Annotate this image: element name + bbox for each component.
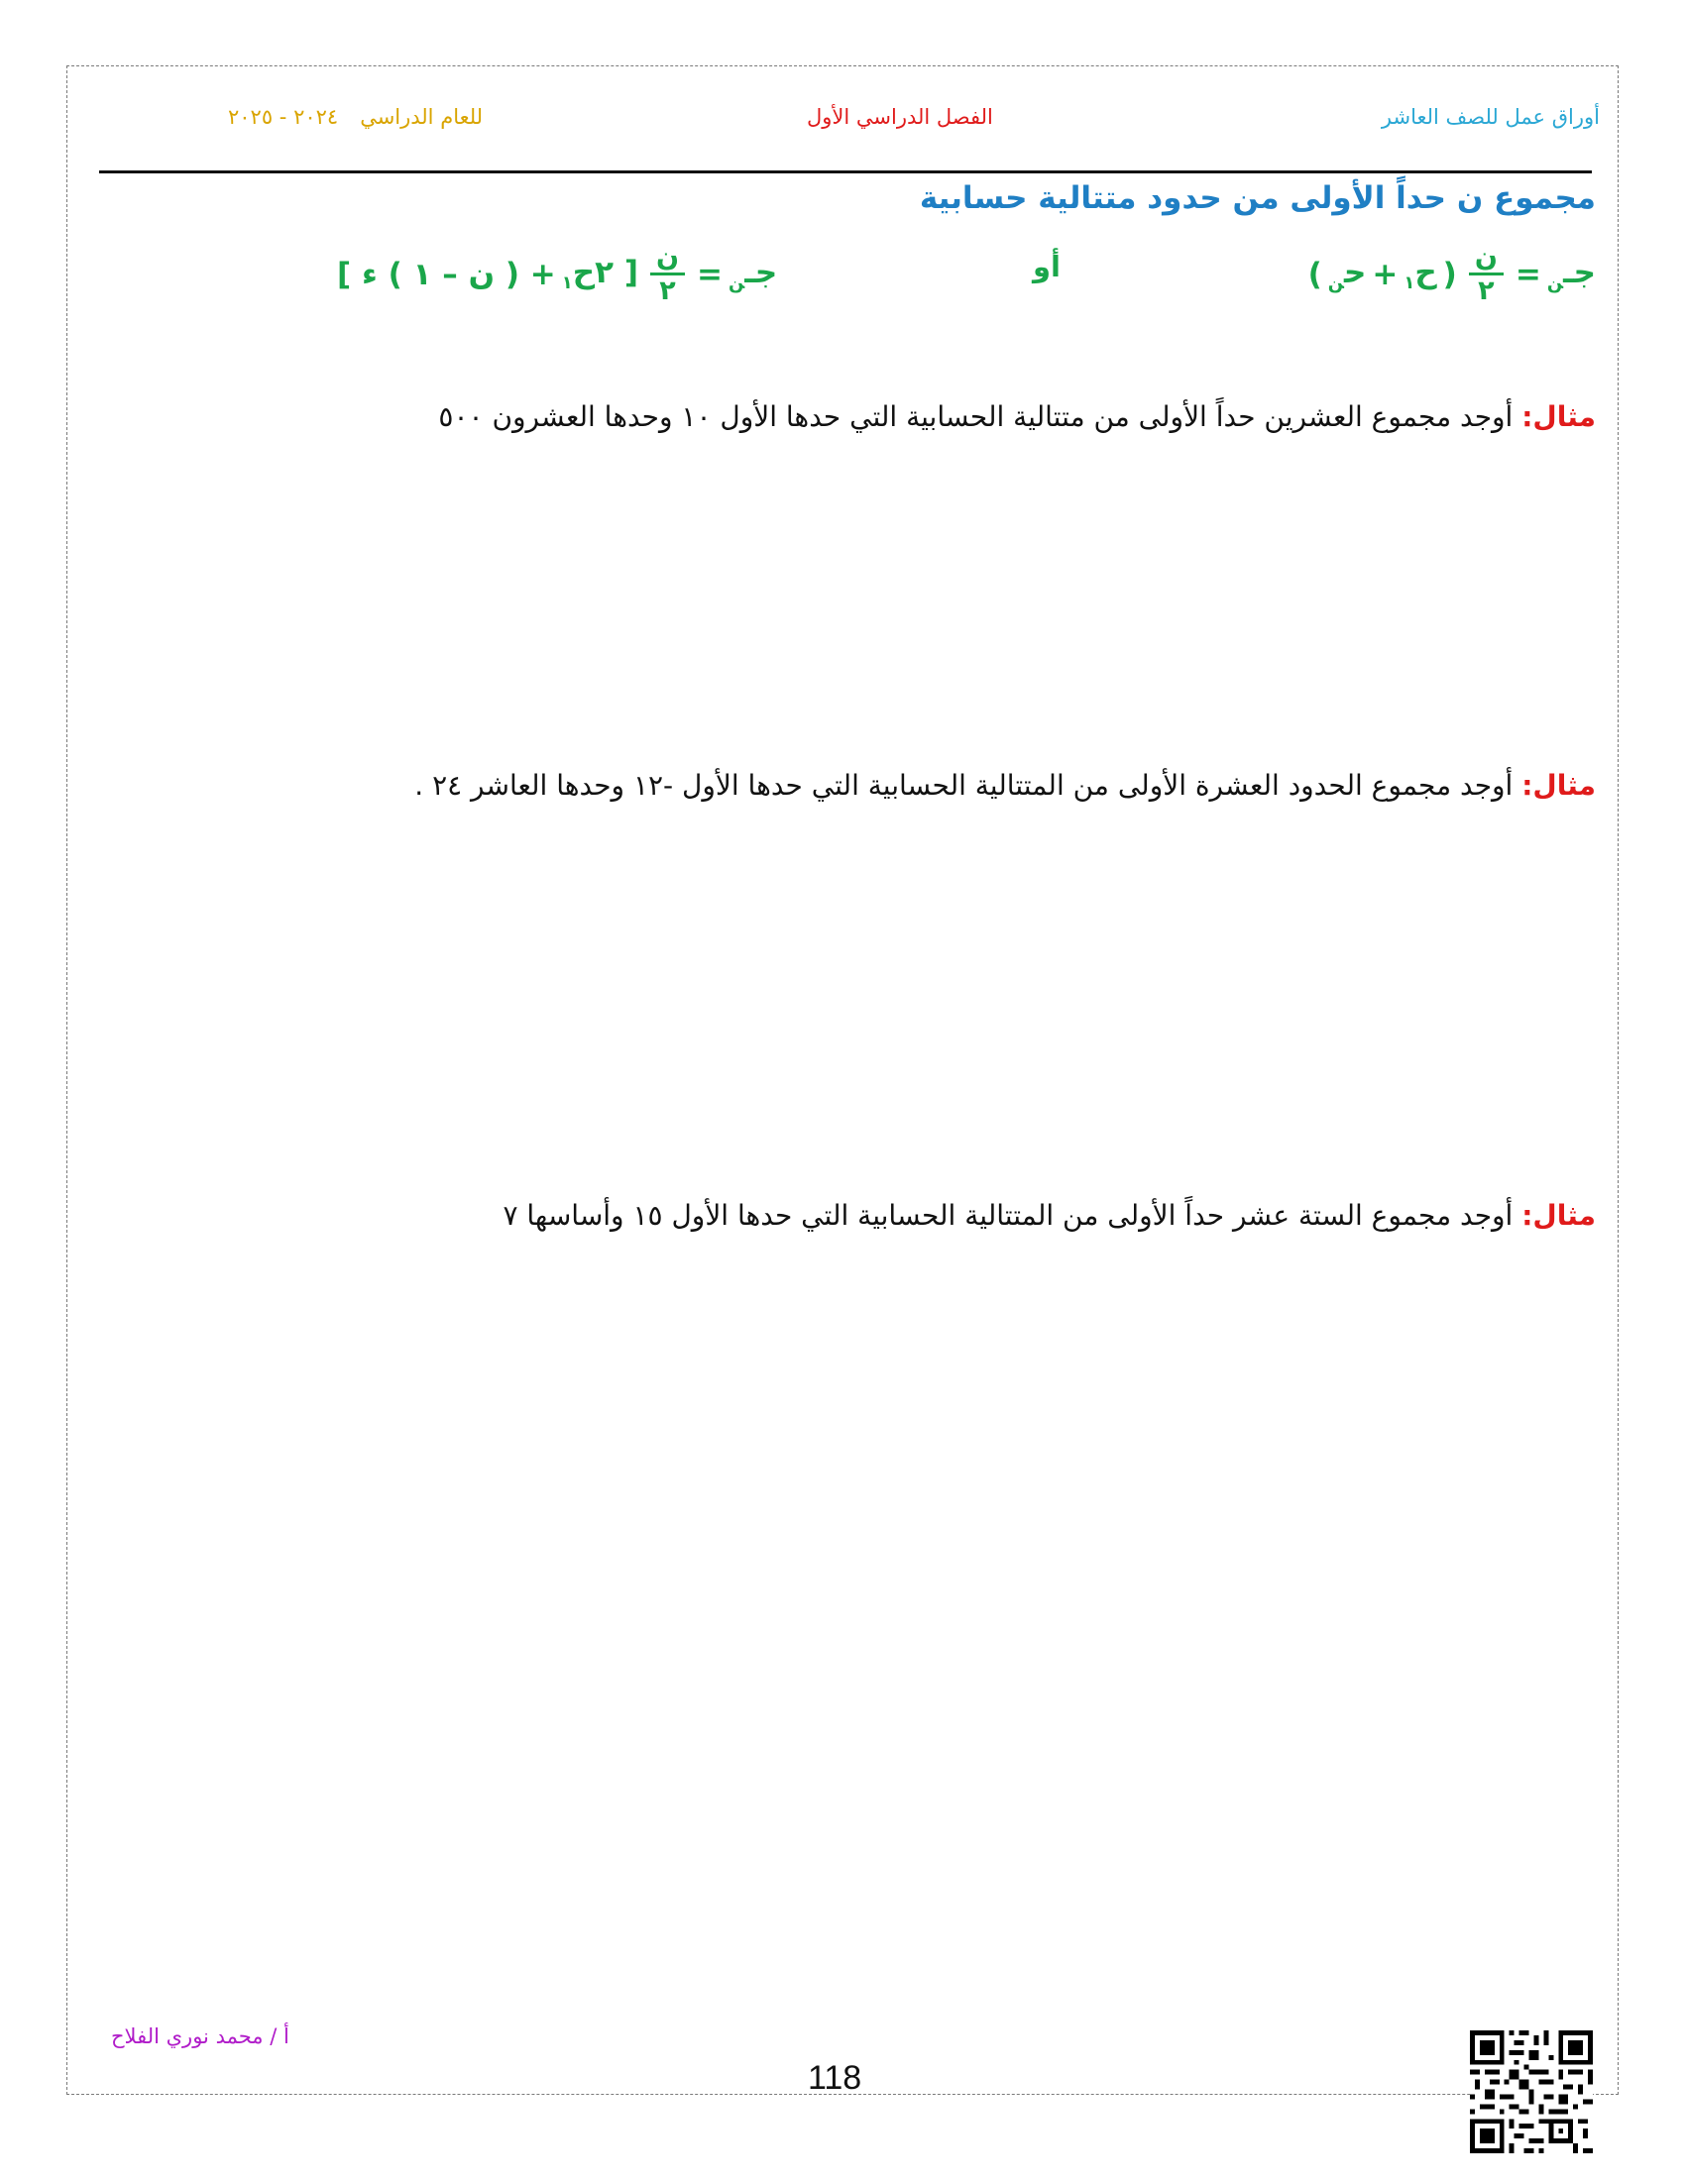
example-3-label: مثال: <box>1521 1199 1596 1232</box>
formula2-body-b: + ( ن – ١ ) ء ] <box>337 256 556 292</box>
formula1-lhs: جـ$_ن$ <box>1546 255 1596 293</box>
page-frame <box>66 65 1619 2095</box>
author-name: أ / محمد نوري الفلاح <box>111 2024 289 2048</box>
example-3-text: أوجد مجموع الستة عشر حداً الأولى من المتتالية الحسابية التي حدها الأول ١٥ وأساسها ٧ <box>503 1199 1514 1232</box>
page-number: 118 <box>808 2059 862 2097</box>
formula-or: أو <box>1033 250 1061 283</box>
formula1-fraction <box>1469 244 1504 304</box>
formula1-term2: ح$_ن$ <box>1327 255 1367 293</box>
example-1-label: مثال: <box>1521 400 1596 433</box>
sum-formula-2 <box>337 244 777 304</box>
sum-formula-1 <box>1308 244 1596 304</box>
header-year-label: للعام الدراسي <box>360 105 484 129</box>
section-title: مجموع ن حداً الأولى من حدود متتالية حسابية <box>919 180 1596 216</box>
header-grade: أوراق عمل للصف العاشر <box>1381 105 1600 129</box>
example-2 <box>414 769 1596 802</box>
header-year <box>228 105 483 129</box>
example-3 <box>503 1199 1596 1232</box>
formula2-lhs: جـ$_ن$ <box>729 255 778 293</box>
formula1-numerator: ن <box>1469 244 1504 275</box>
formula1-denominator: ٢ <box>1478 275 1495 306</box>
formula1-equals: = <box>1515 256 1541 292</box>
header-semester: الفصل الدراسي الأول <box>807 105 993 129</box>
formula1-close-paren: ) <box>1307 256 1322 292</box>
formula2-body-a: [ ٢ح$_١$ <box>561 255 638 293</box>
formula1-open-paren: ( <box>1442 256 1457 292</box>
formula2-fraction <box>650 244 685 304</box>
formula2-denominator: ٢ <box>659 275 676 306</box>
example-1 <box>438 400 1596 433</box>
example-1-text: أوجد مجموع العشرين حداً الأولى من متتالية الحسابية التي حدها الأول ١٠ وحدها العشرون ٥٠٠ <box>438 400 1514 433</box>
example-2-text: أوجد مجموع الحدود العشرة الأولى من المتتالية الحسابية التي حدها الأول -١٢ وحدها العاشر ٢٤ . <box>414 769 1514 802</box>
header-year-value: ٢٠٢٤ - ٢٠٢٥ <box>228 105 339 129</box>
formula2-equals: = <box>697 256 724 292</box>
formula1-plus: + <box>1372 256 1399 292</box>
header-divider <box>99 170 1592 173</box>
qr-code-icon <box>1470 2030 1593 2153</box>
formula2-numerator: ن <box>650 244 685 275</box>
example-2-label: مثال: <box>1521 769 1596 802</box>
formula1-term1: ح$_١$ <box>1404 255 1437 293</box>
